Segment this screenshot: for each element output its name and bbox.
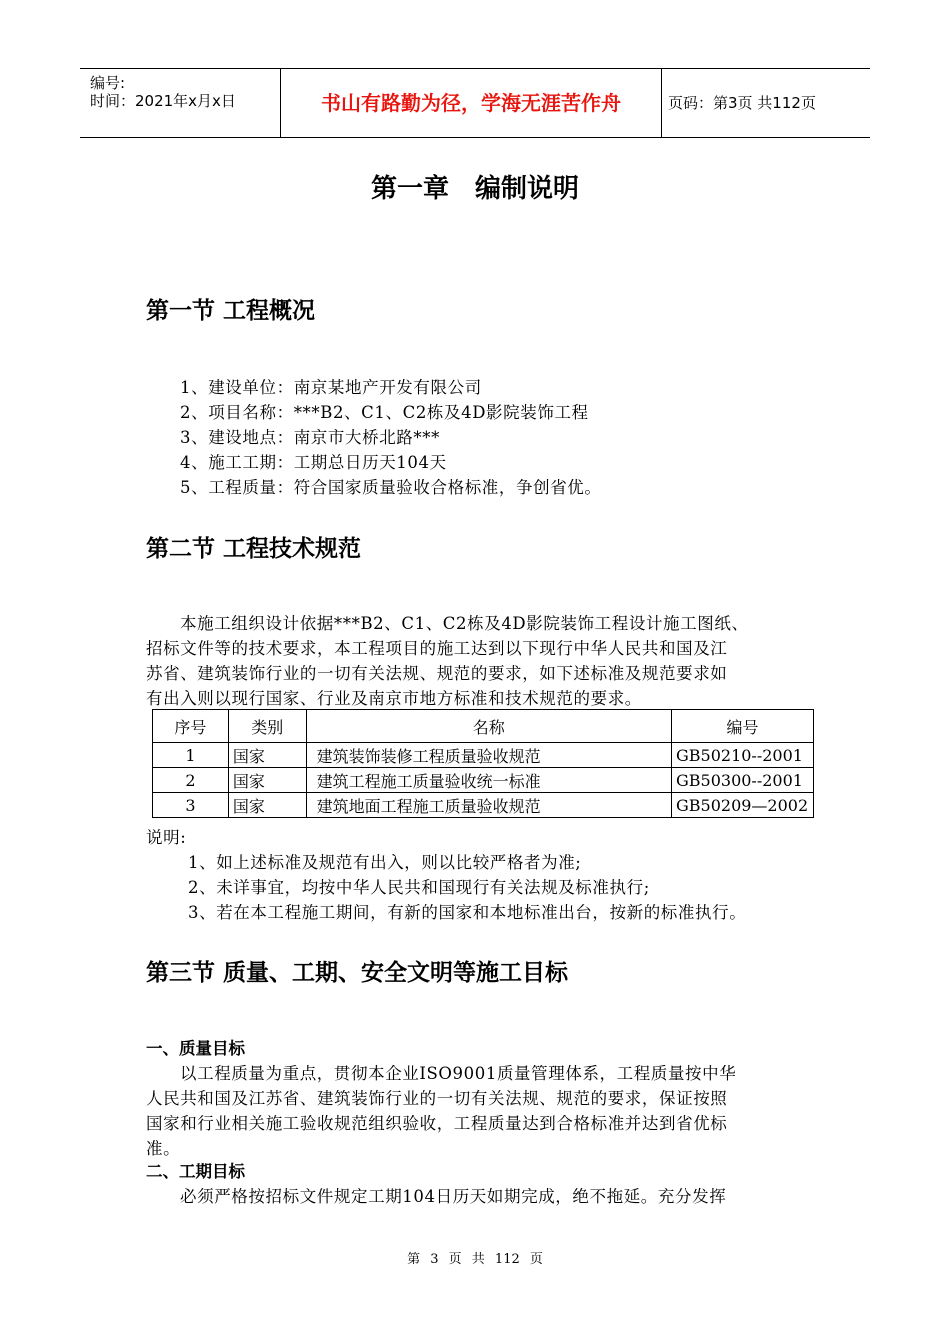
table-cell: 建筑地面工程施工质量验收规范: [306, 793, 671, 818]
paragraph-line: 国家和行业相关施工验收规范组织验收，工程质量达到合格标准并达到省优标: [146, 1114, 728, 1133]
paragraph-line: 有出入则以现行国家、行业及南京市地方标准和技术规范的要求。: [146, 689, 642, 708]
note-label: 说明:: [146, 828, 187, 847]
time-label: 时间：2021年x月x日: [90, 92, 236, 110]
overview-item: 3、建设地点：南京市大桥北路***: [180, 428, 440, 447]
table-cell: 1: [153, 743, 229, 768]
column-header: 序号: [153, 710, 229, 743]
table-row: [153, 793, 814, 818]
paragraph-line: 本施工组织设计依据***B2、C1、C2栋及4D影院装饰工程设计施工图纸、: [180, 614, 749, 633]
table-cell: 国家: [228, 743, 306, 768]
paragraph-line: 准。: [146, 1139, 181, 1158]
section-title: 第三节 质量、工期、安全文明等施工目标: [146, 960, 569, 986]
number-label: 编号:: [90, 74, 126, 92]
table-row: [153, 768, 814, 793]
section-title: 第二节 工程技术规范: [146, 536, 362, 562]
page-header: [80, 68, 870, 138]
header-page-info: 页码：第3页 共112页: [668, 94, 816, 112]
paragraph-line: 苏省、建筑装饰行业的一切有关法规、规范的要求，如下述标准及规范要求如: [146, 664, 728, 683]
note-item: 1、如上述标准及规范有出入，则以比较严格者为准;: [188, 853, 582, 872]
column-header: 类别: [228, 710, 306, 743]
table-cell: 建筑装饰装修工程质量验收规范: [306, 743, 671, 768]
overview-item: 2、项目名称：***B2、C1、C2栋及4D影院装饰工程: [180, 403, 589, 422]
table-cell: 国家: [228, 793, 306, 818]
table-row: [153, 743, 814, 768]
table-cell: 国家: [228, 768, 306, 793]
section-title: 第一节 工程概况: [146, 298, 316, 324]
column-header: 编号: [671, 710, 813, 743]
overview-item: 1、建设单位：南京某地产开发有限公司: [180, 378, 482, 397]
paragraph-line: 招标文件等的技术要求，本工程项目的施工达到以下现行中华人民共和国及江: [146, 639, 728, 658]
note-item: 2、未详事宜，均按中华人民共和国现行有关法规及标准执行;: [188, 878, 650, 897]
table-cell: 建筑工程施工质量验收统一标准: [306, 768, 671, 793]
table-cell: GB50300--2001: [671, 768, 813, 793]
subheading-schedule: 二、工期目标: [146, 1162, 245, 1181]
header-motto: 书山有路勤为径，学海无涯苦作舟: [280, 69, 662, 137]
table-cell: GB50210--2001: [671, 743, 813, 768]
table-cell: 3: [153, 793, 229, 818]
header-meta: [80, 69, 280, 137]
table-header-row: [153, 710, 814, 743]
overview-item: 4、施工工期：工期总日历天104天: [180, 453, 447, 472]
paragraph-line: 以工程质量为重点，贯彻本企业ISO9001质量管理体系，工程质量按中华: [180, 1064, 737, 1083]
note-item: 3、若在本工程施工期间，有新的国家和本地标准出台，按新的标准执行。: [188, 903, 747, 922]
subheading-quality: 一、质量目标: [146, 1039, 245, 1058]
overview-item: 5、工程质量：符合国家质量验收合格标准，争创省优。: [180, 478, 602, 497]
paragraph-line: 必须严格按招标文件规定工期104日历天如期完成，绝不拖延。充分发挥: [180, 1187, 727, 1206]
column-header: 名称: [306, 710, 671, 743]
paragraph-line: 人民共和国及江苏省、建筑装饰行业的一切有关法规、规范的要求，保证按照: [146, 1089, 728, 1108]
table-cell: GB50209—2002: [671, 793, 813, 818]
chapter-title: 第一章 编制说明: [370, 174, 579, 204]
table-cell: 2: [153, 768, 229, 793]
standards-table: [152, 709, 814, 818]
page-footer: 第 3 页 共 112 页: [407, 1252, 543, 1267]
